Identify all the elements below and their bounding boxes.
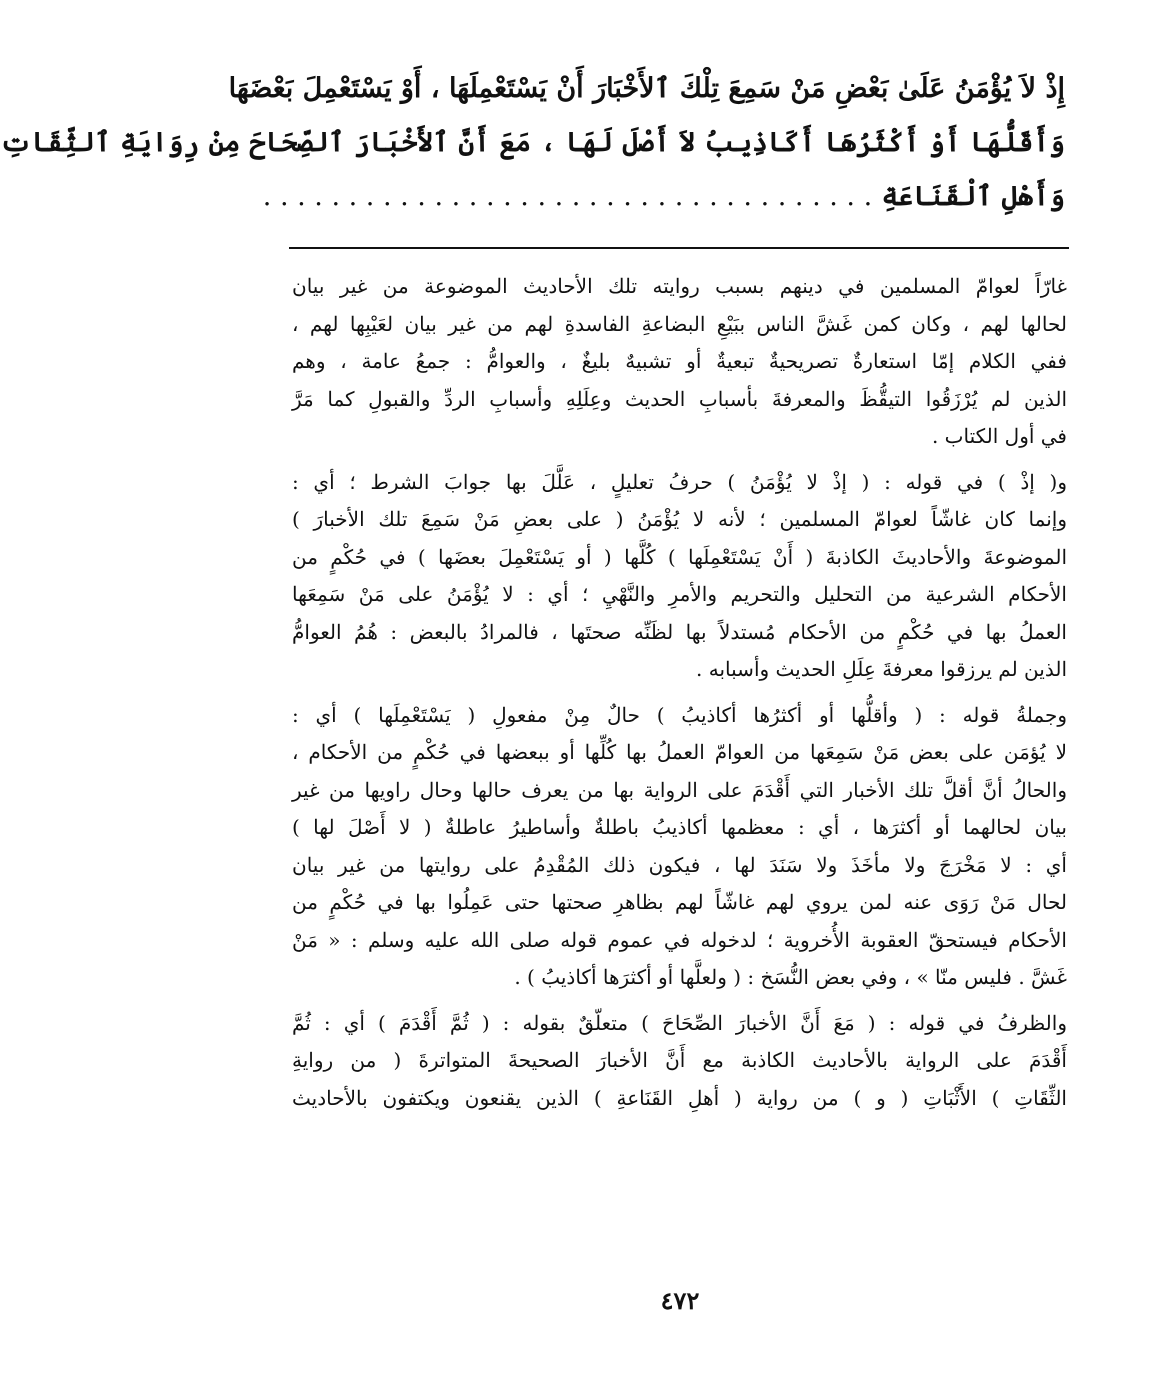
matn-line: وَأَقَلُّهَا أَوْ أَكْثَرُهَا أَكَاذِيبُ لاَ أَصْلَ لَهَا ، مَعَ أَنَّ ٱلأَخْبَارَ ٱلصِّحَاحَ مِنْ رِوَايَةِ ٱلثِّقَاتِ	[0, 127, 1065, 158]
matn-dots: . . . . . . . . . . . . . . . . . . . . . . . . . . . . . . . . . . . .	[262, 181, 873, 212]
commentary-paragraph-2	[292, 464, 1067, 689]
text-line: العملُ بها في حُكْمٍ من الأحكام مُستدلاً بها لظَنِّه صحتَها ، فالمرادُ بالبعض : هُمُ العوامُّ	[292, 619, 1067, 644]
text-line: غارّاً لعوامّ المسلمين في دينهم بسبب روايته تلك الأحاديث الموضوعة من غير بيان	[292, 274, 1067, 298]
text-line: والظرفُ في قوله : ( مَعَ أَنَّ الأخبارَ الصِّحَاحَ ) متعلّقٌ بقوله : ( ثُمَّ أَقْدَمَ ) أي : ثُمَّ	[292, 1010, 1067, 1035]
text-line: أي : لا مَخْرَجَ ولا مأخَذَ ولا سَنَدَ لها ، فيكون ذلك المُقْدِمُ على روايتها من غير بيان	[292, 852, 1067, 877]
text-line: لحال مَنْ رَوَى عنه لمن يروي لهم غاشّاً لهم بظاهرِ صحتها حتى عَمِلُوا بها في حُكْمٍ من	[292, 890, 1067, 914]
text-line: غَشَّ . فليس منّا » ، وفي بعض النُّسَخ : ( ولعلَّها أو أكثرَها أكاذيبُ ) .	[514, 965, 1067, 989]
text-line: ففي الكلام إمّا استعارةٌ تصريحيةٌ تبعيةٌ أو تشبيهٌ بليغٌ ، والعوامُّ : جمعُ عامة ، وهم	[292, 349, 1067, 373]
matn-line-last	[262, 170, 1065, 224]
text-line: الثِّقَاتِ ) الأَثْبَاتِ ( و ) من رواية ( أهلِ القَنَاعةِ ) الذين يقنعون ويكتفون بالأحاديث	[292, 1085, 1067, 1110]
text-line: لحالها لهم ، وكان كمن غَشَّ الناس ببَيْعِ البضاعةِ الفاسدةِ لهم من غير بيان لعَيْبِها لهم ،	[292, 311, 1067, 336]
commentary-paragraph-1	[292, 268, 1067, 456]
text-line: الذين لم يُرْزَقُوا التيقُّظَ والمعرفةَ بأسبابِ الحديث وعِلَلِهِ وأسبابِ الردِّ والقبولِ كما مَرَّ	[292, 386, 1067, 411]
text-line: وجملةُ قوله : ( وأقلُّها أو أكثرُها أكاذيبُ ) حالٌ مِنْ مفعولِ ( يَسْتَعْمِلَها ) أي :	[292, 702, 1067, 727]
separator-rule	[289, 247, 1069, 249]
commentary-text	[292, 268, 1067, 1125]
text-line: وإنما كان غاشّاً لعوامّ المسلمين ؛ لأنه لا يُؤْمَنُ ( على بعضِ مَنْ سَمِعَ تلك الأخبارَ )	[292, 507, 1067, 531]
text-line: أَقْدَمَ على الرواية بالأحاديث الكاذبة مع أَنَّ الأخبارَ الصحيحةَ المتواترةَ ( من روايةِ	[292, 1048, 1067, 1072]
text-line: الأحكام فيستحقّ العقوبة الأُخروية ؛ لدخوله في عموم قوله صلى الله عليه وسلم : « مَنْ	[292, 927, 1067, 952]
text-line: في أول الكتاب .	[931, 424, 1067, 448]
commentary-paragraph-4	[292, 1005, 1067, 1118]
text-line: والحالُ أنَّ أقلَّ تلك الأخبار التي أَقْدَمَ على الرواية بها من يعرف حالها وحال راويها من غير	[292, 777, 1067, 802]
text-line: الذين لم يرزقوا معرفةَ عِلَلِ الحديث وأسبابه .	[696, 657, 1067, 681]
text-line: الموضوعةَ والأحاديثَ الكاذبةَ ( أَنْ يَسْتَعْمِلَها ) كُلَّها ( أو يَسْتَعْمِلَ بعضَها ) في حُكْمٍ من	[292, 544, 1067, 569]
matn-line: إِذْ لاَ يُؤْمَنُ عَلَىٰ بَعْضِ مَنْ سَمِعَ تِلْكَ ٱلأَخْبَارَ أَنْ يَسْتَعْمِلَهَا ، أَوْ يَسْتَعْمِلَ بَعْضَهَا	[228, 73, 1065, 104]
matn-text	[0, 62, 1065, 224]
text-line: و( إذْ ) في قوله : ( إذْ لا يُؤْمَنُ ) حرفُ تعليلٍ ، عَلَّلَ بها جوابَ الشرط ؛ أي :	[292, 469, 1067, 494]
text-line: لا يُؤمَن على بعض مَنْ سَمِعَها من العوامّ العملُ بها كُلِّها أو ببعضها في حُكْمٍ من الأحكام ،	[292, 740, 1067, 764]
commentary-paragraph-3	[292, 697, 1067, 997]
text-line: الأحكام الشرعية من التحليل والتحريم والأمرِ والنَّهْيِ ؛ أي : لا يُؤْمَنُ على مَنْ سَمِعَها	[292, 582, 1067, 606]
matn-last-phrase: وَأَهْلِ ٱلْقَنَاعَةِ	[881, 181, 1065, 212]
text-line: بيان لحالهما أو أكثرَها ، أي : معظمها أكاذيبُ باطلةٌ وأساطيرُ عاطلةٌ ( لا أَصْلَ لها )	[292, 815, 1067, 839]
page-number: ٤٧٢	[660, 1286, 700, 1315]
